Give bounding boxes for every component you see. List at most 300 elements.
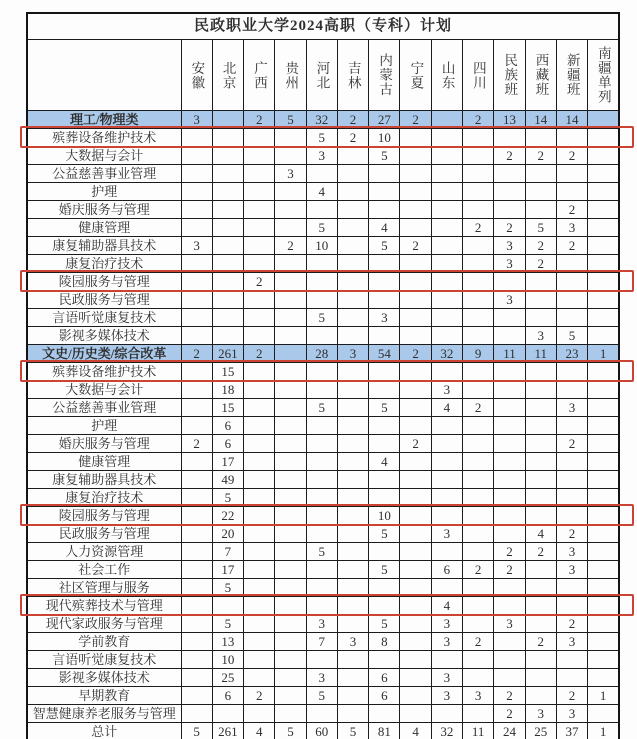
value-cell bbox=[244, 399, 275, 417]
column-header bbox=[400, 40, 431, 111]
column-header bbox=[306, 40, 337, 111]
value-cell bbox=[525, 615, 556, 633]
value-cell bbox=[431, 165, 462, 183]
value-cell bbox=[431, 435, 462, 453]
value-cell: 2 bbox=[463, 111, 494, 129]
value-cell bbox=[525, 129, 556, 147]
value-cell: 5 bbox=[212, 579, 243, 597]
value-cell bbox=[212, 129, 243, 147]
major-row bbox=[27, 615, 619, 633]
value-cell bbox=[275, 417, 306, 435]
value-cell bbox=[400, 147, 431, 165]
value-cell bbox=[400, 579, 431, 597]
value-cell: 1 bbox=[588, 687, 619, 705]
major-name: 康复辅助器具技术 bbox=[27, 237, 181, 255]
value-cell bbox=[431, 273, 462, 291]
value-cell bbox=[494, 633, 525, 651]
value-cell bbox=[337, 273, 368, 291]
value-cell bbox=[463, 579, 494, 597]
value-cell bbox=[337, 507, 368, 525]
column-header bbox=[588, 40, 619, 111]
value-cell bbox=[337, 183, 368, 201]
value-cell bbox=[431, 471, 462, 489]
value-cell: 15 bbox=[212, 363, 243, 381]
value-cell bbox=[400, 183, 431, 201]
value-cell bbox=[275, 381, 306, 399]
value-cell bbox=[306, 363, 337, 381]
value-cell bbox=[337, 255, 368, 273]
value-cell: 2 bbox=[337, 111, 368, 129]
value-cell: 2 bbox=[525, 633, 556, 651]
value-cell bbox=[337, 687, 368, 705]
value-cell: 32 bbox=[306, 111, 337, 129]
table-title: 民政职业大学2024高职（专科）计划 bbox=[193, 18, 452, 34]
major-row bbox=[27, 489, 619, 507]
value-cell bbox=[275, 363, 306, 381]
value-cell bbox=[494, 399, 525, 417]
value-cell bbox=[525, 381, 556, 399]
value-cell bbox=[525, 399, 556, 417]
section-name: 理工/物理类 bbox=[27, 111, 181, 129]
major-name: 康复辅助器具技术 bbox=[27, 471, 181, 489]
major-name: 影视多媒体技术 bbox=[27, 669, 181, 687]
value-cell bbox=[212, 255, 243, 273]
column-header-label: 民族班 bbox=[502, 53, 518, 97]
column-header bbox=[431, 40, 462, 111]
value-cell bbox=[306, 327, 337, 345]
value-cell bbox=[275, 129, 306, 147]
value-cell bbox=[556, 453, 587, 471]
value-cell bbox=[337, 489, 368, 507]
value-cell bbox=[588, 489, 619, 507]
major-row bbox=[27, 165, 619, 183]
column-header bbox=[244, 40, 275, 111]
value-cell: 3 bbox=[275, 165, 306, 183]
value-cell: 2 bbox=[463, 633, 494, 651]
value-cell bbox=[494, 417, 525, 435]
value-cell bbox=[275, 543, 306, 561]
value-cell: 3 bbox=[181, 237, 212, 255]
value-cell: 2 bbox=[525, 543, 556, 561]
major-name: 民政服务与管理 bbox=[27, 525, 181, 543]
value-cell: 6 bbox=[212, 435, 243, 453]
major-row bbox=[27, 183, 619, 201]
value-cell bbox=[463, 165, 494, 183]
value-cell bbox=[400, 633, 431, 651]
value-cell bbox=[181, 543, 212, 561]
value-cell bbox=[588, 471, 619, 489]
value-cell bbox=[181, 327, 212, 345]
major-name: 健康管理 bbox=[27, 453, 181, 471]
value-cell: 13 bbox=[212, 633, 243, 651]
value-cell bbox=[588, 363, 619, 381]
value-cell bbox=[556, 597, 587, 615]
column-header-label: 西藏班 bbox=[533, 53, 549, 97]
value-cell bbox=[431, 507, 462, 525]
value-cell bbox=[525, 435, 556, 453]
major-row bbox=[27, 381, 619, 399]
value-cell bbox=[400, 543, 431, 561]
value-cell bbox=[369, 651, 400, 669]
value-cell bbox=[463, 183, 494, 201]
column-header-label: 吉林 bbox=[345, 60, 361, 90]
major-name: 护理 bbox=[27, 417, 181, 435]
value-cell bbox=[369, 579, 400, 597]
value-cell bbox=[244, 381, 275, 399]
value-cell bbox=[275, 309, 306, 327]
value-cell bbox=[588, 147, 619, 165]
value-cell bbox=[494, 651, 525, 669]
value-cell bbox=[463, 453, 494, 471]
value-cell: 13 bbox=[494, 111, 525, 129]
value-cell: 3 bbox=[494, 255, 525, 273]
major-row bbox=[27, 507, 619, 525]
value-cell: 4 bbox=[525, 525, 556, 543]
value-cell: 5 bbox=[369, 525, 400, 543]
value-cell bbox=[463, 363, 494, 381]
value-cell: 17 bbox=[212, 561, 243, 579]
column-header-label: 山东 bbox=[439, 60, 455, 90]
value-cell bbox=[431, 237, 462, 255]
value-cell bbox=[431, 705, 462, 723]
value-cell bbox=[275, 561, 306, 579]
value-cell: 14 bbox=[556, 111, 587, 129]
column-header-label: 新疆班 bbox=[564, 53, 580, 97]
column-header-label: 广西 bbox=[251, 60, 267, 90]
major-row bbox=[27, 579, 619, 597]
value-cell: 22 bbox=[212, 507, 243, 525]
value-cell bbox=[306, 471, 337, 489]
value-cell: 3 bbox=[525, 327, 556, 345]
column-header bbox=[525, 40, 556, 111]
value-cell bbox=[181, 615, 212, 633]
value-cell: 2 bbox=[494, 147, 525, 165]
column-header-row bbox=[27, 40, 619, 111]
value-cell bbox=[556, 579, 587, 597]
value-cell bbox=[400, 417, 431, 435]
value-cell bbox=[244, 435, 275, 453]
value-cell bbox=[337, 399, 368, 417]
value-cell bbox=[275, 273, 306, 291]
value-cell: 81 bbox=[369, 723, 400, 739]
value-cell bbox=[181, 651, 212, 669]
value-cell bbox=[400, 471, 431, 489]
value-cell bbox=[525, 273, 556, 291]
value-cell: 3 bbox=[556, 399, 587, 417]
value-cell bbox=[244, 561, 275, 579]
value-cell: 2 bbox=[244, 273, 275, 291]
column-header bbox=[212, 40, 243, 111]
value-cell bbox=[494, 597, 525, 615]
major-name: 健康管理 bbox=[27, 219, 181, 237]
value-cell bbox=[369, 705, 400, 723]
value-cell bbox=[431, 651, 462, 669]
value-cell bbox=[463, 651, 494, 669]
value-cell bbox=[431, 489, 462, 507]
value-cell: 3 bbox=[556, 633, 587, 651]
value-cell: 1 bbox=[588, 345, 619, 363]
value-cell bbox=[494, 471, 525, 489]
value-cell bbox=[400, 525, 431, 543]
value-cell bbox=[275, 219, 306, 237]
value-cell bbox=[181, 417, 212, 435]
value-cell bbox=[431, 111, 462, 129]
column-header-label: 四川 bbox=[470, 60, 486, 90]
column-header bbox=[463, 40, 494, 111]
value-cell bbox=[525, 597, 556, 615]
value-cell bbox=[556, 183, 587, 201]
value-cell bbox=[181, 525, 212, 543]
value-cell bbox=[431, 363, 462, 381]
value-cell bbox=[181, 687, 212, 705]
value-cell bbox=[556, 489, 587, 507]
value-cell bbox=[337, 615, 368, 633]
value-cell bbox=[400, 327, 431, 345]
value-cell bbox=[556, 651, 587, 669]
value-cell bbox=[556, 507, 587, 525]
major-name: 殡葬设备维护技术 bbox=[27, 363, 181, 381]
value-cell: 2 bbox=[400, 345, 431, 363]
value-cell: 25 bbox=[525, 723, 556, 739]
major-row bbox=[27, 687, 619, 705]
value-cell: 4 bbox=[431, 597, 462, 615]
value-cell: 3 bbox=[306, 615, 337, 633]
major-row bbox=[27, 651, 619, 669]
value-cell bbox=[337, 579, 368, 597]
major-name: 康复治疗技术 bbox=[27, 255, 181, 273]
value-cell: 4 bbox=[400, 723, 431, 739]
value-cell bbox=[337, 165, 368, 183]
value-cell bbox=[181, 705, 212, 723]
value-cell: 2 bbox=[556, 615, 587, 633]
value-cell bbox=[463, 291, 494, 309]
value-cell bbox=[431, 255, 462, 273]
column-header bbox=[369, 40, 400, 111]
value-cell bbox=[494, 381, 525, 399]
value-cell: 5 bbox=[369, 561, 400, 579]
major-name: 护理 bbox=[27, 183, 181, 201]
value-cell: 5 bbox=[306, 219, 337, 237]
value-cell bbox=[369, 327, 400, 345]
value-cell: 11 bbox=[525, 345, 556, 363]
value-cell bbox=[400, 705, 431, 723]
value-cell bbox=[369, 435, 400, 453]
value-cell bbox=[337, 525, 368, 543]
value-cell: 2 bbox=[400, 435, 431, 453]
value-cell: 5 bbox=[181, 723, 212, 739]
value-cell bbox=[556, 417, 587, 435]
value-cell bbox=[181, 561, 212, 579]
value-cell bbox=[369, 165, 400, 183]
value-cell: 37 bbox=[556, 723, 587, 739]
value-cell bbox=[181, 597, 212, 615]
column-header bbox=[556, 40, 587, 111]
value-cell: 2 bbox=[244, 111, 275, 129]
major-name: 殡葬设备维护技术 bbox=[27, 129, 181, 147]
value-cell: 2 bbox=[463, 399, 494, 417]
value-cell bbox=[337, 237, 368, 255]
value-cell bbox=[369, 597, 400, 615]
value-cell bbox=[494, 363, 525, 381]
value-cell bbox=[588, 237, 619, 255]
value-cell bbox=[400, 255, 431, 273]
value-cell bbox=[275, 291, 306, 309]
section-header-row bbox=[27, 345, 619, 363]
major-name: 智慧健康养老服务与管理 bbox=[27, 705, 181, 723]
value-cell bbox=[275, 453, 306, 471]
value-cell bbox=[431, 147, 462, 165]
value-cell bbox=[244, 651, 275, 669]
major-row bbox=[27, 561, 619, 579]
value-cell bbox=[463, 417, 494, 435]
value-cell bbox=[494, 129, 525, 147]
value-cell: 2 bbox=[337, 129, 368, 147]
value-cell bbox=[400, 507, 431, 525]
value-cell: 2 bbox=[244, 345, 275, 363]
value-cell bbox=[337, 651, 368, 669]
value-cell bbox=[525, 489, 556, 507]
value-cell bbox=[181, 147, 212, 165]
value-cell bbox=[588, 633, 619, 651]
value-cell bbox=[588, 597, 619, 615]
value-cell: 11 bbox=[463, 723, 494, 739]
value-cell bbox=[306, 507, 337, 525]
value-cell bbox=[306, 417, 337, 435]
value-cell bbox=[181, 291, 212, 309]
major-row bbox=[27, 363, 619, 381]
value-cell bbox=[275, 615, 306, 633]
value-cell bbox=[525, 165, 556, 183]
major-row bbox=[27, 273, 619, 291]
value-cell bbox=[588, 507, 619, 525]
value-cell bbox=[369, 291, 400, 309]
value-cell bbox=[244, 705, 275, 723]
major-name: 现代殡葬技术与管理 bbox=[27, 597, 181, 615]
major-name: 陵园服务与管理 bbox=[27, 507, 181, 525]
value-cell bbox=[494, 525, 525, 543]
value-cell: 10 bbox=[306, 237, 337, 255]
value-cell bbox=[463, 327, 494, 345]
major-row bbox=[27, 669, 619, 687]
major-name: 早期教育 bbox=[27, 687, 181, 705]
value-cell: 23 bbox=[556, 345, 587, 363]
major-name: 人力资源管理 bbox=[27, 543, 181, 561]
value-cell: 6 bbox=[431, 561, 462, 579]
value-cell: 5 bbox=[556, 327, 587, 345]
value-cell bbox=[588, 291, 619, 309]
major-name: 民政服务与管理 bbox=[27, 291, 181, 309]
value-cell: 5 bbox=[337, 723, 368, 739]
value-cell: 5 bbox=[212, 489, 243, 507]
value-cell bbox=[212, 291, 243, 309]
value-cell: 5 bbox=[306, 399, 337, 417]
value-cell bbox=[494, 507, 525, 525]
value-cell bbox=[588, 111, 619, 129]
value-cell: 10 bbox=[369, 129, 400, 147]
value-cell bbox=[244, 255, 275, 273]
grand-total-label: 总计 bbox=[27, 723, 181, 739]
value-cell bbox=[306, 489, 337, 507]
value-cell: 6 bbox=[212, 417, 243, 435]
value-cell bbox=[337, 219, 368, 237]
value-cell bbox=[244, 417, 275, 435]
value-cell bbox=[275, 669, 306, 687]
major-name: 婚庆服务与管理 bbox=[27, 435, 181, 453]
value-cell bbox=[275, 345, 306, 363]
value-cell bbox=[275, 525, 306, 543]
major-name: 言语听觉康复技术 bbox=[27, 309, 181, 327]
value-cell bbox=[400, 219, 431, 237]
value-cell bbox=[244, 669, 275, 687]
column-header bbox=[337, 40, 368, 111]
value-cell: 5 bbox=[275, 723, 306, 739]
value-cell: 3 bbox=[181, 111, 212, 129]
value-cell: 3 bbox=[431, 669, 462, 687]
value-cell bbox=[588, 417, 619, 435]
value-cell: 2 bbox=[463, 219, 494, 237]
major-row bbox=[27, 471, 619, 489]
value-cell bbox=[463, 147, 494, 165]
value-cell bbox=[181, 579, 212, 597]
value-cell bbox=[400, 273, 431, 291]
value-cell bbox=[275, 147, 306, 165]
value-cell: 3 bbox=[431, 687, 462, 705]
value-cell: 2 bbox=[400, 111, 431, 129]
value-cell bbox=[181, 255, 212, 273]
value-cell bbox=[588, 327, 619, 345]
value-cell bbox=[306, 165, 337, 183]
value-cell bbox=[525, 507, 556, 525]
value-cell bbox=[431, 543, 462, 561]
major-row bbox=[27, 435, 619, 453]
column-header-label: 内蒙古 bbox=[377, 53, 393, 97]
value-cell: 2 bbox=[275, 237, 306, 255]
value-cell: 3 bbox=[556, 219, 587, 237]
value-cell bbox=[556, 669, 587, 687]
value-cell: 25 bbox=[212, 669, 243, 687]
value-cell: 15 bbox=[212, 399, 243, 417]
value-cell bbox=[275, 399, 306, 417]
value-cell: 2 bbox=[525, 255, 556, 273]
value-cell: 2 bbox=[556, 237, 587, 255]
value-cell bbox=[306, 201, 337, 219]
value-cell bbox=[212, 273, 243, 291]
value-cell bbox=[337, 543, 368, 561]
value-cell: 5 bbox=[369, 237, 400, 255]
value-cell: 3 bbox=[494, 237, 525, 255]
value-cell bbox=[525, 561, 556, 579]
major-row bbox=[27, 453, 619, 471]
value-cell: 5 bbox=[369, 399, 400, 417]
value-cell bbox=[463, 597, 494, 615]
value-cell: 2 bbox=[494, 705, 525, 723]
value-cell: 3 bbox=[463, 687, 494, 705]
value-cell: 3 bbox=[431, 525, 462, 543]
major-name: 公益慈善事业管理 bbox=[27, 399, 181, 417]
value-cell bbox=[556, 363, 587, 381]
value-cell: 5 bbox=[306, 687, 337, 705]
major-row bbox=[27, 255, 619, 273]
value-cell: 3 bbox=[494, 615, 525, 633]
value-cell bbox=[588, 453, 619, 471]
value-cell: 28 bbox=[306, 345, 337, 363]
value-cell: 2 bbox=[400, 237, 431, 255]
value-cell: 10 bbox=[369, 507, 400, 525]
value-cell bbox=[244, 129, 275, 147]
value-cell: 7 bbox=[212, 543, 243, 561]
value-cell bbox=[337, 327, 368, 345]
value-cell bbox=[400, 201, 431, 219]
